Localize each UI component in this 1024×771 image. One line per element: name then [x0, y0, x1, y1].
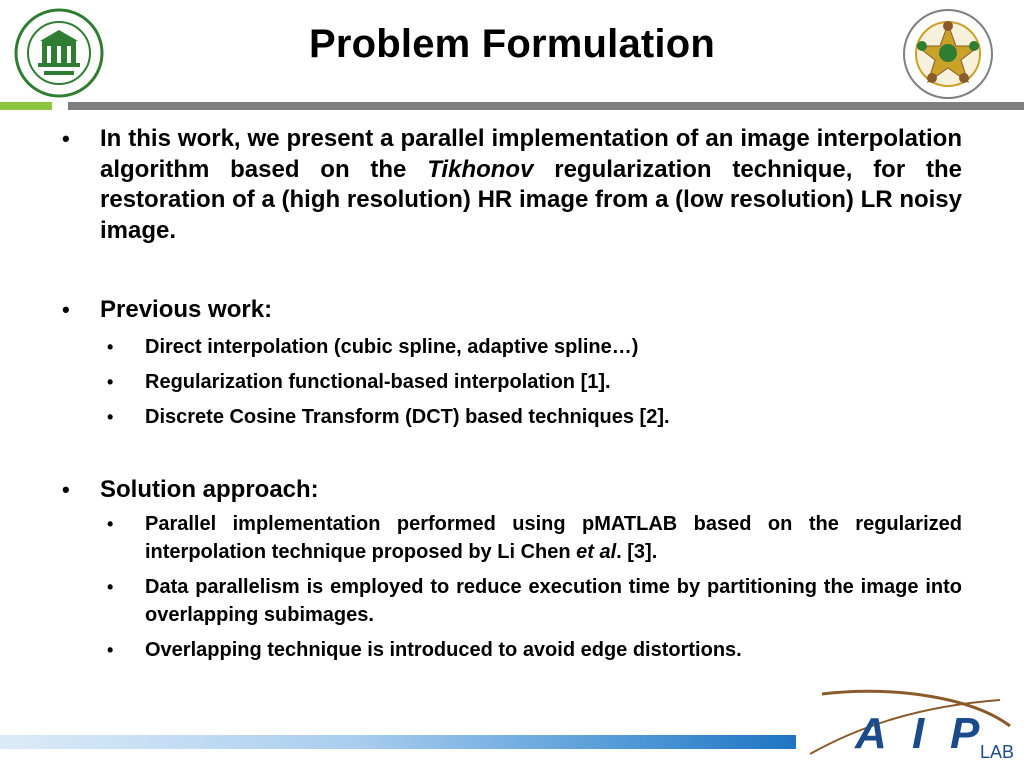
title-rule-gray — [68, 102, 1024, 110]
footer-gradient-bar — [0, 735, 796, 749]
bullet-icon: • — [62, 126, 70, 151]
bullet-icon: • — [107, 640, 114, 660]
logo-letter-p: P — [950, 709, 980, 758]
list-item: • Discrete Cosine Transform (DCT) based techniques [2]. — [145, 403, 962, 431]
logo-letter-a: A — [855, 709, 887, 758]
bullet-solution-heading: • Solution approach: — [60, 475, 962, 506]
bullet-icon: • — [62, 476, 70, 502]
list-item: • Direct interpolation (cubic spline, adaptive spline…) — [145, 333, 962, 361]
bullet-intro: • In this work, we present a parallel implementation of an image interpolation algorithm based on the Tikhonov regularization technique, for the restoration of a (high resolution) HR image from a (low resolution) LR noisy image. — [62, 125, 962, 244]
bullet-icon: • — [107, 514, 114, 534]
logo-lab: LAB — [980, 742, 1015, 762]
list-item: • Parallel implementation performed using pMATLAB based on the regularized interpolation technique proposed by Li Chen et al. [3]. — [145, 510, 962, 566]
page-title: Problem Formulation — [308, 22, 716, 66]
center-seal-icon — [900, 6, 996, 102]
list-item: • Data parallelism is employed to reduce execution time by partitioning the image into overlapping subimages. — [145, 573, 962, 629]
bullet-icon: • — [62, 297, 70, 322]
bullet-icon: • — [107, 336, 114, 357]
title-rule-green — [0, 102, 52, 110]
bullet-icon: • — [107, 577, 114, 597]
list-item: • Overlapping technique is introduced to avoid edge distortions. — [145, 636, 962, 664]
list-item: • Regularization functional-based interpolation [1]. — [145, 368, 962, 396]
slide-body — [60, 124, 962, 664]
bullet-icon: • — [107, 371, 114, 392]
bullet-icon: • — [107, 406, 114, 427]
aip-lab-logo — [800, 686, 1020, 766]
bullet-previous-heading: • Previous work: — [60, 295, 962, 326]
logo-letter-i: I — [912, 709, 925, 758]
